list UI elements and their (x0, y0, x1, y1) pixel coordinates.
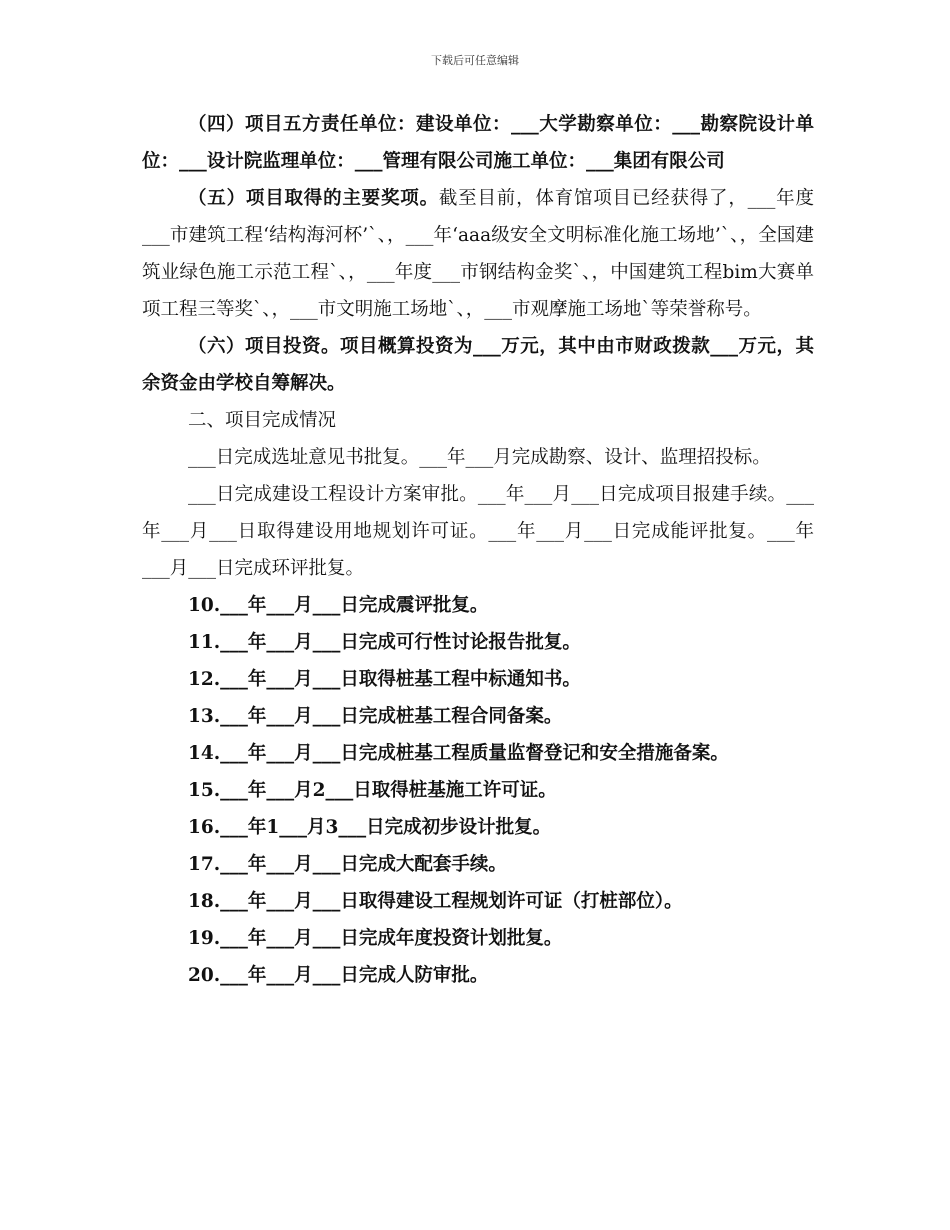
paragraph-awards (142, 180, 814, 328)
awards-text: 截至目前，体育馆项目已经获得了，___年度___市建筑工程‘结构海河杯’`、，___年‘aaa级安全文明标准化施工场地’`、，全国建筑业绿色施工示范工程`、，___年度___市钢结构金奖`、，中国建筑工程bim大赛单项工程三等奖`、，___市文明施工场地`、，___市观摩施工场地`等荣誉称号。 (142, 188, 814, 320)
section-title: 二、项目完成情况 (188, 410, 337, 431)
paragraph-approvals: ___日完成建设工程设计方案审批。___年___月___日完成项目报建手续。___年___月___日取得建设用地规划许可证。___年___月___日完成能评批复。___年___月___日完成环评批复。 (142, 484, 814, 579)
awards-heading: （五）项目取得的主要奖项。 (188, 188, 439, 209)
list-item: 14.___年___月___日完成桩基工程质量监督登记和安全措施备案。 (188, 743, 729, 764)
list-item: 17.___年___月___日完成大配套手续。 (188, 854, 507, 875)
list-item: 16.___年1___月3___日完成初步设计批复。 (188, 817, 552, 838)
list-item: 20.___年___月___日完成人防审批。 (188, 965, 489, 986)
list-item: 15.___年___月2___日取得桩基施工许可证。 (188, 780, 557, 801)
paragraph-responsible-units: （四）项目五方责任单位：建设单位：___大学勘察单位：___勘察院设计单位：___设计院监理单位：___管理有限公司施工单位：___集团有限公司 (142, 114, 814, 172)
paragraph-investment: （六）项目投资。项目概算投资为___万元，其中由市财政拨款___万元，其余资金由学校自筹解决。 (142, 336, 814, 394)
list-item: 12.___年___月___日取得桩基工程中标通知书。 (188, 669, 581, 690)
page-header: 下载后可任意编辑 (431, 54, 519, 67)
document-body (142, 106, 814, 994)
paragraph-site-selection: ___日完成选址意见书批复。___年___月完成勘察、设计、监理招投标。 (188, 447, 771, 468)
list-item: 19.___年___月___日完成年度投资计划批复。 (188, 928, 563, 949)
list-item: 18.___年___月___日取得建设工程规划许可证（打桩部位）。 (188, 891, 683, 912)
list-item: 11.___年___月___日完成可行性讨论报告批复。 (188, 632, 581, 653)
list-item: 10.___年___月___日完成震评批复。 (188, 595, 489, 616)
list-item: 13.___年___月___日完成桩基工程合同备案。 (188, 706, 563, 727)
